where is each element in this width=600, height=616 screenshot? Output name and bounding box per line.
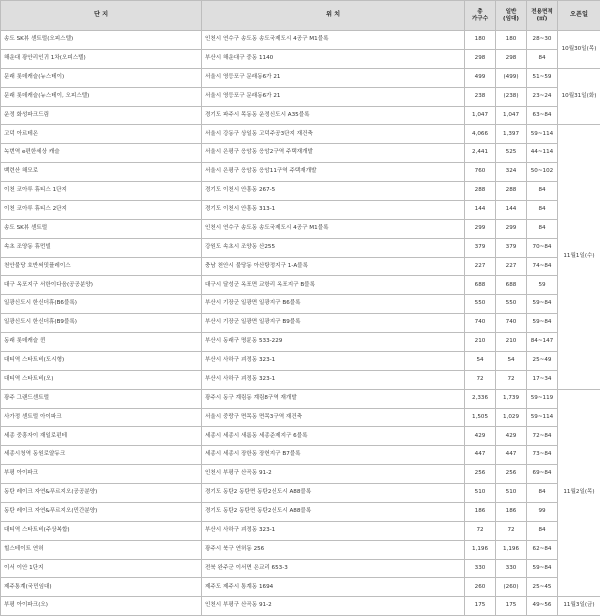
exclusive-area: 59~84 xyxy=(527,559,558,578)
general-units: (238) xyxy=(496,87,527,106)
complex-location: 부산시 동래구 명륜동 533-229 xyxy=(202,333,465,352)
complex-location: 서울시 강동구 상일동 고덕주공3단지 재건축 xyxy=(202,125,465,144)
general-units: 210 xyxy=(496,333,527,352)
header-open-date: 오픈일 xyxy=(558,1,600,31)
total-households: 238 xyxy=(465,87,496,106)
complex-name: 일광신도시 한신더휴(B6블록) xyxy=(1,295,202,314)
table-row xyxy=(1,163,600,182)
total-households: 447 xyxy=(465,446,496,465)
general-units: 256 xyxy=(496,465,527,484)
general-units: 175 xyxy=(496,597,527,616)
total-households: 510 xyxy=(465,484,496,503)
open-date: 11월1일(수) xyxy=(558,125,600,389)
complex-location: 강원도 속초시 조양동 산255 xyxy=(202,238,465,257)
header-exclusive-area: 전용면적 (㎡) xyxy=(527,1,558,31)
complex-name: 녹번역 e편한세상 캐슬 xyxy=(1,144,202,163)
total-households: 227 xyxy=(465,257,496,276)
complex-location: 제주도 제주시 통계동 1694 xyxy=(202,578,465,597)
complex-name: 천안불당 호반써밋플레이스 xyxy=(1,257,202,276)
total-households: 72 xyxy=(465,521,496,540)
total-households: 2,441 xyxy=(465,144,496,163)
general-units: 740 xyxy=(496,314,527,333)
table-row xyxy=(1,49,600,68)
general-units: 429 xyxy=(496,427,527,446)
open-date: 11월3일(금) xyxy=(558,597,600,616)
table-row xyxy=(1,484,600,503)
exclusive-area: 84 xyxy=(527,200,558,219)
general-units: 330 xyxy=(496,559,527,578)
general-units: 550 xyxy=(496,295,527,314)
total-households: 1,047 xyxy=(465,106,496,125)
exclusive-area: 28~30 xyxy=(527,31,558,50)
table-row xyxy=(1,68,600,87)
total-households: 1,196 xyxy=(465,540,496,559)
complex-name: 이천 코아루 휴티스 1단지 xyxy=(1,182,202,201)
exclusive-area: 84 xyxy=(527,521,558,540)
general-units: 144 xyxy=(496,200,527,219)
complex-location: 대구시 달성군 옥포면 교항리 옥포지구 B블록 xyxy=(202,276,465,295)
general-units: 288 xyxy=(496,182,527,201)
complex-location: 인천시 부평구 산곡동 91-2 xyxy=(202,465,465,484)
table-row xyxy=(1,446,600,465)
general-units: 1,739 xyxy=(496,389,527,408)
complex-name: 대구 옥포지구 서한이다음(공공분양) xyxy=(1,276,202,295)
exclusive-area: 72~84 xyxy=(527,427,558,446)
table-row xyxy=(1,333,600,352)
complex-location: 서울시 은평구 응암동 응암2구역 주택재개발 xyxy=(202,144,465,163)
exclusive-area: 74~84 xyxy=(527,257,558,276)
table-row xyxy=(1,106,600,125)
complex-name: 동탄 레이크 자연&푸르지오(민간분양) xyxy=(1,502,202,521)
complex-location: 부산시 사하구 괴정동 323-1 xyxy=(202,521,465,540)
total-households: 429 xyxy=(465,427,496,446)
general-units: (260) xyxy=(496,578,527,597)
total-households: 260 xyxy=(465,578,496,597)
complex-location: 경기도 동탄2 동탄면 동탄2신도시 A88블록 xyxy=(202,502,465,521)
complex-location: 부산시 해운대구 중동 1140 xyxy=(202,49,465,68)
total-households: 499 xyxy=(465,68,496,87)
table-row xyxy=(1,144,600,163)
general-units: 72 xyxy=(496,521,527,540)
complex-name: 이천 코아루 휴티스 2단지 xyxy=(1,200,202,219)
exclusive-area: 51~59 xyxy=(527,68,558,87)
total-households: 256 xyxy=(465,465,496,484)
complex-location: 서울시 은평구 응암동 응암11구역 주택재개발 xyxy=(202,163,465,182)
total-households: 72 xyxy=(465,370,496,389)
header-location: 위 치 xyxy=(202,1,465,31)
exclusive-area: 23~24 xyxy=(527,87,558,106)
complex-location: 경기도 이천시 안흥동 313-1 xyxy=(202,200,465,219)
exclusive-area: 69~84 xyxy=(527,465,558,484)
table-row xyxy=(1,597,600,616)
total-households: 54 xyxy=(465,351,496,370)
general-units: 1,196 xyxy=(496,540,527,559)
general-units: 688 xyxy=(496,276,527,295)
table-row xyxy=(1,502,600,521)
exclusive-area: 63~84 xyxy=(527,106,558,125)
total-households: 175 xyxy=(465,597,496,616)
exclusive-area: 59~84 xyxy=(527,295,558,314)
complex-name: 운정 화성파크드림 xyxy=(1,106,202,125)
table-row xyxy=(1,559,600,578)
table-row xyxy=(1,238,600,257)
complex-location: 서울시 중랑구 면목동 면목3구역 재건축 xyxy=(202,408,465,427)
complex-location: 충남 천안시 불당동 아산탕정지구 1-A블록 xyxy=(202,257,465,276)
exclusive-area: 59~119 xyxy=(527,389,558,408)
complex-name: 힐스테이트 연허 xyxy=(1,540,202,559)
complex-location: 광주시 북구 연허동 256 xyxy=(202,540,465,559)
table-row xyxy=(1,389,600,408)
complex-location: 광주시 동구 계림동 계림8구역 재개발 xyxy=(202,389,465,408)
exclusive-area: 84 xyxy=(527,484,558,503)
table-row xyxy=(1,31,600,50)
total-households: 298 xyxy=(465,49,496,68)
complex-name: 속초 조양동 휴먼빌 xyxy=(1,238,202,257)
complex-name: 해운대 광안리인귀 1차(오피스텔) xyxy=(1,49,202,68)
table-row xyxy=(1,370,600,389)
table-row xyxy=(1,276,600,295)
general-units: 510 xyxy=(496,484,527,503)
table-row xyxy=(1,219,600,238)
open-date: 11월2일(목) xyxy=(558,389,600,597)
table-row xyxy=(1,125,600,144)
complex-location: 서울시 영등포구 문래동6가 21 xyxy=(202,87,465,106)
header-total-households: 총 가구수 xyxy=(465,1,496,31)
general-units: 1,029 xyxy=(496,408,527,427)
complex-name: 동래 롯데캐슬 퀸 xyxy=(1,333,202,352)
total-households: 186 xyxy=(465,502,496,521)
complex-location: 인천시 부평구 산곡동 91-2 xyxy=(202,597,465,616)
table-row xyxy=(1,182,600,201)
general-units: 447 xyxy=(496,446,527,465)
complex-name: 백련산 해모로 xyxy=(1,163,202,182)
table-header-row xyxy=(1,1,600,31)
table-row xyxy=(1,295,600,314)
table-row xyxy=(1,87,600,106)
exclusive-area: 59 xyxy=(527,276,558,295)
exclusive-area: 59~84 xyxy=(527,314,558,333)
total-households: 740 xyxy=(465,314,496,333)
general-units: 227 xyxy=(496,257,527,276)
complex-location: 부산시 기장군 일광면 일광지구 B6블록 xyxy=(202,295,465,314)
table-row xyxy=(1,578,600,597)
complex-name: 대티역 스타트비(주상복합) xyxy=(1,521,202,540)
general-units: 379 xyxy=(496,238,527,257)
total-households: 4,066 xyxy=(465,125,496,144)
complex-name: 제주통계(국민임대) xyxy=(1,578,202,597)
general-units: 525 xyxy=(496,144,527,163)
complex-location: 서울시 영등포구 문래동6가 21 xyxy=(202,68,465,87)
complex-location: 인천시 연수구 송도동 송도국제도시 4공구 M1블록 xyxy=(202,219,465,238)
complex-name: 동탄 레이크 자연&푸르지오(공공분양) xyxy=(1,484,202,503)
exclusive-area: 84 xyxy=(527,219,558,238)
complex-location: 세종시 세종시 장한동 장헌지구 B7블록 xyxy=(202,446,465,465)
general-units: (499) xyxy=(496,68,527,87)
exclusive-area: 25~45 xyxy=(527,578,558,597)
complex-location: 경기도 파주시 목동동 운정신도시 A35블록 xyxy=(202,106,465,125)
complex-name: 광주 그랜드센트럴 xyxy=(1,389,202,408)
total-households: 688 xyxy=(465,276,496,295)
complex-name: 일광신도시 한신더휴(B9블록) xyxy=(1,314,202,333)
complex-location: 경기도 동탄2 동탄면 동탄2신도시 A88블록 xyxy=(202,484,465,503)
complex-location: 부산시 사하구 괴정동 323-1 xyxy=(202,370,465,389)
open-date: 10월31일(화) xyxy=(558,68,600,125)
total-households: 144 xyxy=(465,200,496,219)
table-row xyxy=(1,521,600,540)
total-households: 1,505 xyxy=(465,408,496,427)
general-units: 324 xyxy=(496,163,527,182)
header-general-units: 일반 (임대) xyxy=(496,1,527,31)
complex-location: 전북 완주군 이서면 은교리 653-3 xyxy=(202,559,465,578)
complex-name: 이서 이안 1단지 xyxy=(1,559,202,578)
exclusive-area: 84 xyxy=(527,49,558,68)
complex-name: 세종 중흥자이 재일로펀테 xyxy=(1,427,202,446)
total-households: 210 xyxy=(465,333,496,352)
complex-name: 송도 SK뷰 센트럴 xyxy=(1,219,202,238)
complex-location: 인천시 연수구 송도동 송도국제도시 4공구 M1블록 xyxy=(202,31,465,50)
complex-name: 문래 롯데캐슬(뉴스테이) xyxy=(1,68,202,87)
general-units: 1,397 xyxy=(496,125,527,144)
complex-name: 대티역 스타트비(도시형) xyxy=(1,351,202,370)
exclusive-area: 44~114 xyxy=(527,144,558,163)
table-row xyxy=(1,257,600,276)
table-row xyxy=(1,200,600,219)
general-units: 180 xyxy=(496,31,527,50)
general-units: 186 xyxy=(496,502,527,521)
complex-location: 부산시 기장군 일광면 일광지구 B9블록 xyxy=(202,314,465,333)
complex-name: 세종시청역 동원로얄듀크 xyxy=(1,446,202,465)
exclusive-area: 25~49 xyxy=(527,351,558,370)
complex-location: 세종시 세종시 새롬동 세종준제지구 6블록 xyxy=(202,427,465,446)
complex-name: 문래 롯데캐슬(뉴스테이, 오피스텔) xyxy=(1,87,202,106)
complex-name: 대티역 스타트비(오) xyxy=(1,370,202,389)
complex-name: 고덕 아르테온 xyxy=(1,125,202,144)
total-households: 379 xyxy=(465,238,496,257)
complex-name: 부평 아이파크(오) xyxy=(1,597,202,616)
complex-location: 경기도 이천시 안흥동 267-5 xyxy=(202,182,465,201)
exclusive-area: 84 xyxy=(527,182,558,201)
general-units: 54 xyxy=(496,351,527,370)
table-row xyxy=(1,465,600,484)
general-units: 72 xyxy=(496,370,527,389)
total-households: 330 xyxy=(465,559,496,578)
table-row xyxy=(1,351,600,370)
exclusive-area: 50~102 xyxy=(527,163,558,182)
exclusive-area: 70~84 xyxy=(527,238,558,257)
total-households: 180 xyxy=(465,31,496,50)
header-name: 단 지 xyxy=(1,1,202,31)
open-date: 10월30일(목) xyxy=(558,31,600,69)
total-households: 550 xyxy=(465,295,496,314)
table-row xyxy=(1,408,600,427)
total-households: 288 xyxy=(465,182,496,201)
exclusive-area: 84~147 xyxy=(527,333,558,352)
general-units: 1,047 xyxy=(496,106,527,125)
total-households: 299 xyxy=(465,219,496,238)
complex-location: 부산시 사하구 괴정동 323-1 xyxy=(202,351,465,370)
table-row xyxy=(1,314,600,333)
table-row xyxy=(1,427,600,446)
complex-name: 사가정 센트럴 아이파크 xyxy=(1,408,202,427)
total-households: 2,336 xyxy=(465,389,496,408)
table-row xyxy=(1,540,600,559)
exclusive-area: 59~114 xyxy=(527,125,558,144)
total-households: 760 xyxy=(465,163,496,182)
exclusive-area: 49~56 xyxy=(527,597,558,616)
exclusive-area: 99 xyxy=(527,502,558,521)
general-units: 298 xyxy=(496,49,527,68)
exclusive-area: 59~114 xyxy=(527,408,558,427)
exclusive-area: 62~84 xyxy=(527,540,558,559)
exclusive-area: 73~84 xyxy=(527,446,558,465)
exclusive-area: 17~34 xyxy=(527,370,558,389)
complex-name: 부평 아이파크 xyxy=(1,465,202,484)
complex-name: 송도 SK뷰 센트럴(오피스텔) xyxy=(1,31,202,50)
general-units: 299 xyxy=(496,219,527,238)
